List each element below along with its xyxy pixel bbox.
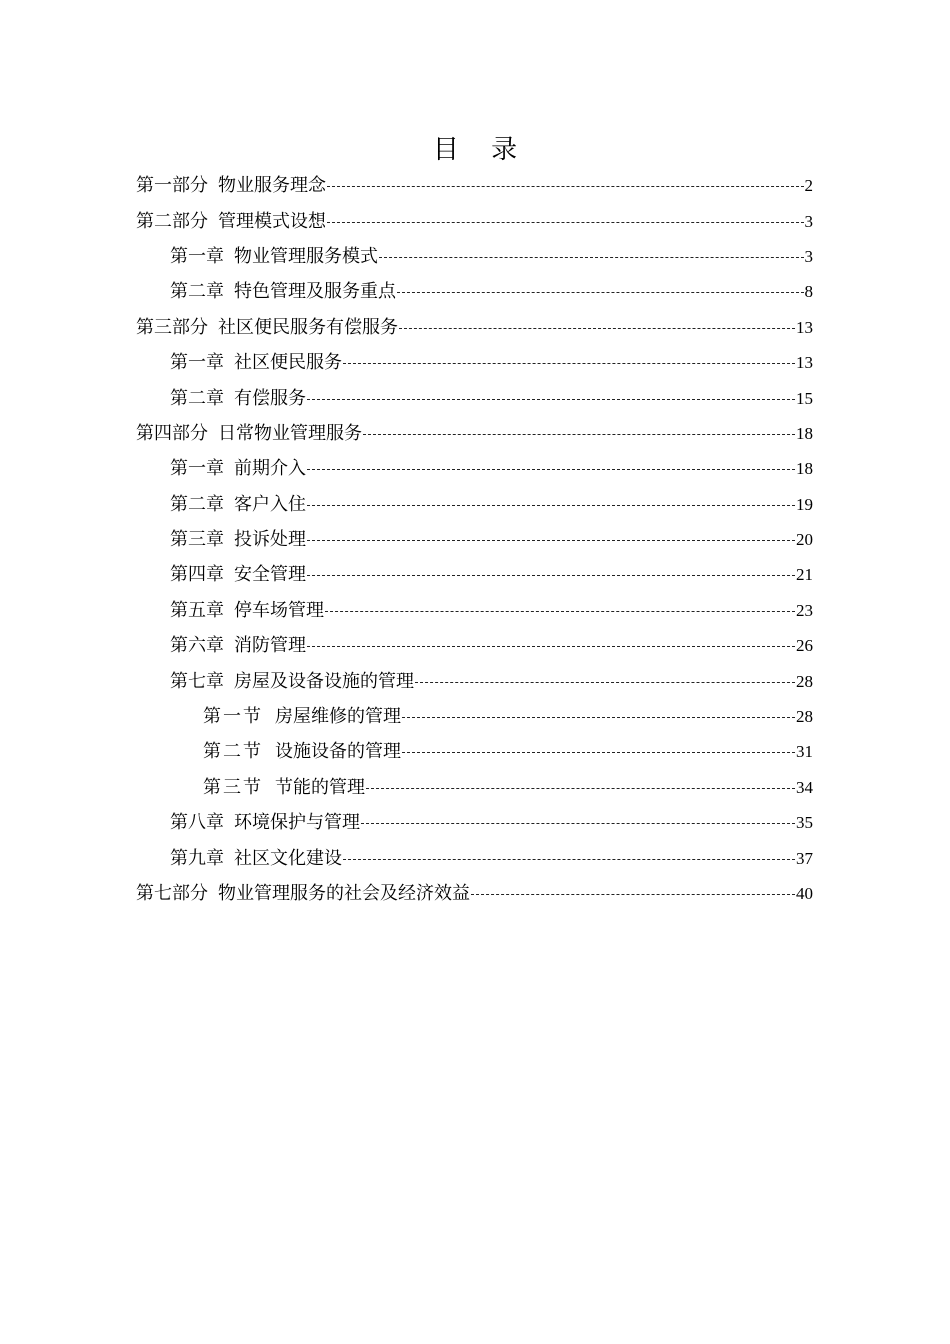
toc-entry-number: 第三部分	[136, 316, 208, 338]
toc-page-number: 35	[796, 813, 813, 833]
toc-page-number: 21	[796, 565, 813, 585]
toc-entry-number: 第四部分	[136, 422, 208, 444]
toc-entry[interactable]	[0, 699, 813, 734]
toc-entry-number: 第八章	[170, 812, 224, 834]
dot-leader	[307, 646, 795, 647]
toc-entry-text: 环境保护与管理	[234, 812, 360, 834]
toc-entry[interactable]	[0, 416, 813, 451]
toc-entry-text: 社区便民服务	[234, 352, 342, 374]
toc-entry[interactable]	[0, 522, 813, 557]
toc-page-number: 19	[796, 494, 813, 514]
toc-entry-label	[170, 239, 378, 274]
toc-entry-text: 前期介入	[234, 458, 306, 480]
toc-entry[interactable]	[0, 840, 813, 875]
toc-entry-text: 设施设备的管理	[275, 741, 401, 763]
toc-page-number: 26	[796, 636, 813, 656]
toc-entry-label	[170, 381, 306, 416]
toc-page-number: 28	[796, 707, 813, 727]
toc-entry[interactable]	[0, 168, 813, 203]
toc-entry-text: 安全管理	[234, 564, 306, 586]
toc-entry-label	[170, 487, 306, 522]
dot-leader	[402, 717, 795, 718]
toc-page-number: 13	[796, 353, 813, 373]
toc-entry[interactable]	[0, 345, 813, 380]
dot-leader	[327, 222, 804, 223]
toc-page-number: 18	[796, 459, 813, 479]
dot-leader	[361, 823, 795, 824]
toc-page-number: 37	[796, 848, 813, 868]
toc-entry[interactable]	[0, 380, 813, 415]
toc-entry-number: 第三节	[203, 776, 263, 798]
toc-entry-text: 物业管理服务模式	[234, 245, 378, 267]
toc-entry-label	[203, 699, 401, 734]
toc-entry-label	[136, 416, 362, 451]
toc-entry[interactable]	[0, 451, 813, 486]
toc-page-number: 2	[804, 176, 813, 196]
dot-leader	[307, 575, 795, 576]
toc-entry-label	[170, 593, 324, 628]
toc-entry-number: 第四章	[170, 564, 224, 586]
toc-entry-text: 特色管理及服务重点	[234, 281, 396, 303]
toc-page-number: 23	[796, 600, 813, 620]
toc-entry[interactable]	[0, 876, 813, 911]
dot-leader	[397, 292, 804, 293]
toc-entry-number: 第一节	[203, 706, 263, 728]
dot-leader	[379, 257, 804, 258]
toc-page-number: 34	[796, 777, 813, 797]
toc-entry-label	[136, 168, 326, 203]
toc-entry-label	[170, 522, 306, 557]
toc-page-number: 20	[796, 530, 813, 550]
toc-entry-label	[170, 841, 342, 876]
toc-entry-text: 管理模式设想	[218, 210, 326, 232]
toc-entry-text: 有偿服务	[234, 387, 306, 409]
dot-leader	[307, 399, 795, 400]
toc-entry-label	[136, 876, 470, 911]
toc-entry-text: 物业管理服务的社会及经济效益	[218, 883, 470, 904]
toc-entry-label	[170, 557, 306, 592]
toc-entry-text: 房屋及设备设施的管理	[234, 670, 414, 692]
toc-entry-label	[170, 664, 414, 699]
toc-entry-number: 第二部分	[136, 210, 208, 232]
toc-entry-label	[203, 770, 365, 805]
dot-leader	[307, 540, 795, 541]
toc-entry[interactable]	[0, 239, 813, 274]
toc-page-number: 40	[796, 884, 813, 903]
toc-entry-number: 第三章	[170, 529, 224, 551]
toc-entry-text: 日常物业管理服务	[218, 422, 362, 444]
toc-entry-text: 社区文化建设	[234, 847, 342, 869]
toc-entry[interactable]	[0, 557, 813, 592]
toc-entry-text: 房屋维修的管理	[275, 706, 401, 728]
toc-entry-text: 节能的管理	[275, 776, 365, 798]
toc-entry-number: 第七部分	[136, 883, 208, 904]
toc-page-number: 3	[804, 211, 813, 231]
toc-entry-number: 第二章	[170, 281, 224, 303]
toc-entry-number: 第七章	[170, 670, 224, 692]
toc-entry-number: 第五章	[170, 599, 224, 621]
toc-page-number: 31	[796, 742, 813, 762]
table-of-contents	[0, 168, 950, 911]
toc-entry-label	[170, 805, 360, 840]
page-title: 目 录	[432, 135, 530, 165]
dot-leader	[325, 611, 795, 612]
toc-page-number: 15	[796, 388, 813, 408]
toc-entry[interactable]	[0, 487, 813, 522]
toc-entry-number: 第二节	[203, 741, 263, 763]
dot-leader	[343, 363, 795, 364]
toc-entry-number: 第二章	[170, 387, 224, 409]
toc-page-number: 3	[804, 246, 813, 266]
toc-page-number: 8	[804, 282, 813, 302]
toc-entry-text: 社区便民服务有偿服务	[218, 316, 398, 338]
dot-leader	[471, 894, 795, 895]
toc-entry-number: 第一部分	[136, 175, 208, 197]
toc-entry[interactable]	[0, 274, 813, 309]
toc-entry-number: 第六章	[170, 635, 224, 657]
toc-entry-number: 第九章	[170, 847, 224, 869]
dot-leader	[366, 788, 795, 789]
toc-entry[interactable]	[0, 628, 813, 663]
toc-entry-label	[203, 734, 401, 769]
toc-entry-text: 物业服务理念	[218, 175, 326, 197]
dot-leader	[363, 434, 795, 435]
toc-entry-number: 第一章	[170, 458, 224, 480]
toc-entry-number: 第二章	[170, 493, 224, 515]
dot-leader	[307, 505, 795, 506]
toc-page-number: 18	[796, 423, 813, 443]
toc-entry-text: 客户入住	[234, 493, 306, 515]
toc-entry-label	[170, 274, 396, 309]
toc-entry-text: 停车场管理	[234, 599, 324, 621]
toc-entry[interactable]	[0, 770, 813, 805]
toc-entry[interactable]	[0, 310, 813, 345]
toc-page-number: 13	[796, 317, 813, 337]
toc-entry-label	[136, 310, 398, 345]
toc-entry-text: 投诉处理	[234, 529, 306, 551]
dot-leader	[399, 328, 795, 329]
dot-leader	[415, 682, 795, 683]
toc-entry[interactable]	[0, 805, 813, 840]
toc-entry[interactable]	[0, 203, 813, 238]
toc-page-number: 28	[796, 671, 813, 691]
toc-entry-number: 第一章	[170, 352, 224, 374]
dot-leader	[307, 469, 795, 470]
toc-entry-label	[136, 204, 326, 239]
toc-entry[interactable]	[0, 734, 813, 769]
toc-entry-label	[170, 628, 306, 663]
dot-leader	[327, 186, 804, 187]
toc-entry-text: 消防管理	[234, 635, 306, 657]
toc-entry-number: 第一章	[170, 245, 224, 267]
dot-leader	[343, 859, 795, 860]
dot-leader	[402, 752, 795, 753]
toc-entry-label	[170, 345, 342, 380]
toc-entry-label	[170, 451, 306, 486]
toc-entry[interactable]	[0, 663, 813, 698]
toc-entry[interactable]	[0, 593, 813, 628]
